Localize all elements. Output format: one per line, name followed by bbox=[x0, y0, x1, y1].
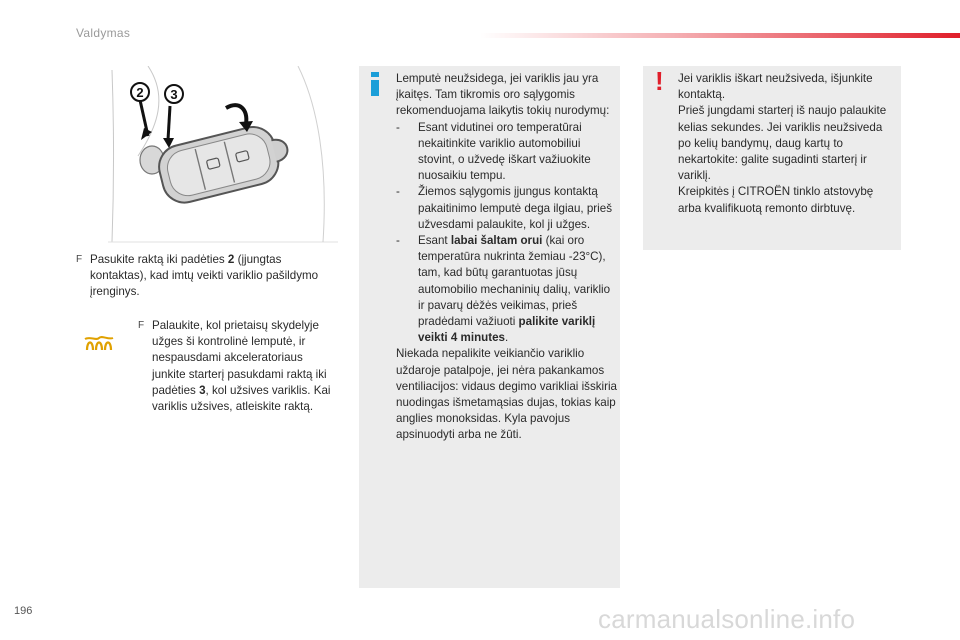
info-icon bbox=[368, 72, 382, 96]
info-text bbox=[396, 71, 618, 444]
step1-text-part1: Pasukite raktą iki padėties bbox=[90, 253, 228, 266]
section-title: Valdymas bbox=[76, 26, 131, 40]
warning-line-1: Jei variklis iškart neužsiveda, išjunkite kontaktą. bbox=[678, 72, 873, 102]
info-closing: Niekada nepalikite veikiančio variklio uždaroje patalpoje, jei nėra pakankamos ventiliacijos: vidaus degimo varikliai išskiria nuodingas išmetamąsias dujas, tokias kaip anglies monoksidas. Kyla pavojus apsinuodyti arba ne žūti. bbox=[396, 347, 618, 442]
header-red-rule bbox=[480, 33, 960, 38]
bullet-marker: F bbox=[138, 320, 145, 331]
page-number: 196 bbox=[14, 605, 33, 617]
step2-text-part2: , kol užsives variklis. Kai variklis užsives, atleiskite raktą. bbox=[152, 383, 331, 414]
bullet-marker: F bbox=[76, 254, 83, 265]
position-3-label: 3 bbox=[170, 87, 178, 102]
info-item-winter: - Žiemos sąlygomis įjungus kontaktą pakaitinimo lemputė dega ilgiau, prieš užvesdami palaukite, kol ji užges. bbox=[396, 185, 612, 231]
step2-position-number: 3 bbox=[199, 383, 206, 397]
step1-position-number: 2 bbox=[227, 253, 235, 266]
warning-exclamation-icon: ! bbox=[655, 66, 664, 96]
step2-text-part1: Palaukite, kol prietaisų skydelyje užges ši kontrolinė lemputė, ir nespausdami akceleratoriaus junkite starterį pasukdami raktą iki padėties bbox=[152, 319, 327, 397]
step-turn-key-position-2 bbox=[76, 252, 331, 301]
info-intro: Lemputė neužsidega, jei variklis jau yra įkaitęs. Tam tikromis oro sąlygomis rekomenduojama laikytis tokių nurodymų: bbox=[396, 72, 610, 118]
warning-text bbox=[678, 71, 894, 217]
ignition-key-illustration bbox=[108, 66, 338, 244]
warning-line-2: Prieš jungdami starterį iš naujo palaukite kelias sekundes. Jei variklis neužsiveda po kelių bandymų, daug kartų to nekartokite: galite sugadinti starterį ir variklį. bbox=[678, 104, 887, 183]
step-start-engine bbox=[138, 318, 338, 415]
info-item-very-cold: - Esant labai šaltam orui (kai oro temperatūra nukrinta žemiau -23°C), tam, kad būtų garantuotas jūsų automobilio mechaninių dalių, variklio ir pavarų dėžės veikimas, prieš pradėdami važiuoti palikite variklį veikti 4 minutes. bbox=[396, 234, 611, 345]
info-item-mild-weather: - Esant vidutinei oro temperatūrai nekaitinkite variklio automobiliui stovint, o užvedę iškart važiuokite nuosaikiu tempu. bbox=[396, 120, 591, 183]
step1-text-part2: (įjungtas kontaktas), kad imtų veikti variklio pašildymo įrenginys. bbox=[90, 253, 319, 299]
warning-line-3: Kreipkitės į CITROËN tinklo atstovybę arba kvalifikuotą remonto dirbtuvę. bbox=[678, 185, 874, 215]
position-2-label: 2 bbox=[136, 85, 144, 100]
preheating-indicator-icon bbox=[84, 334, 114, 354]
watermark: carmanualsonline.info bbox=[598, 604, 856, 634]
